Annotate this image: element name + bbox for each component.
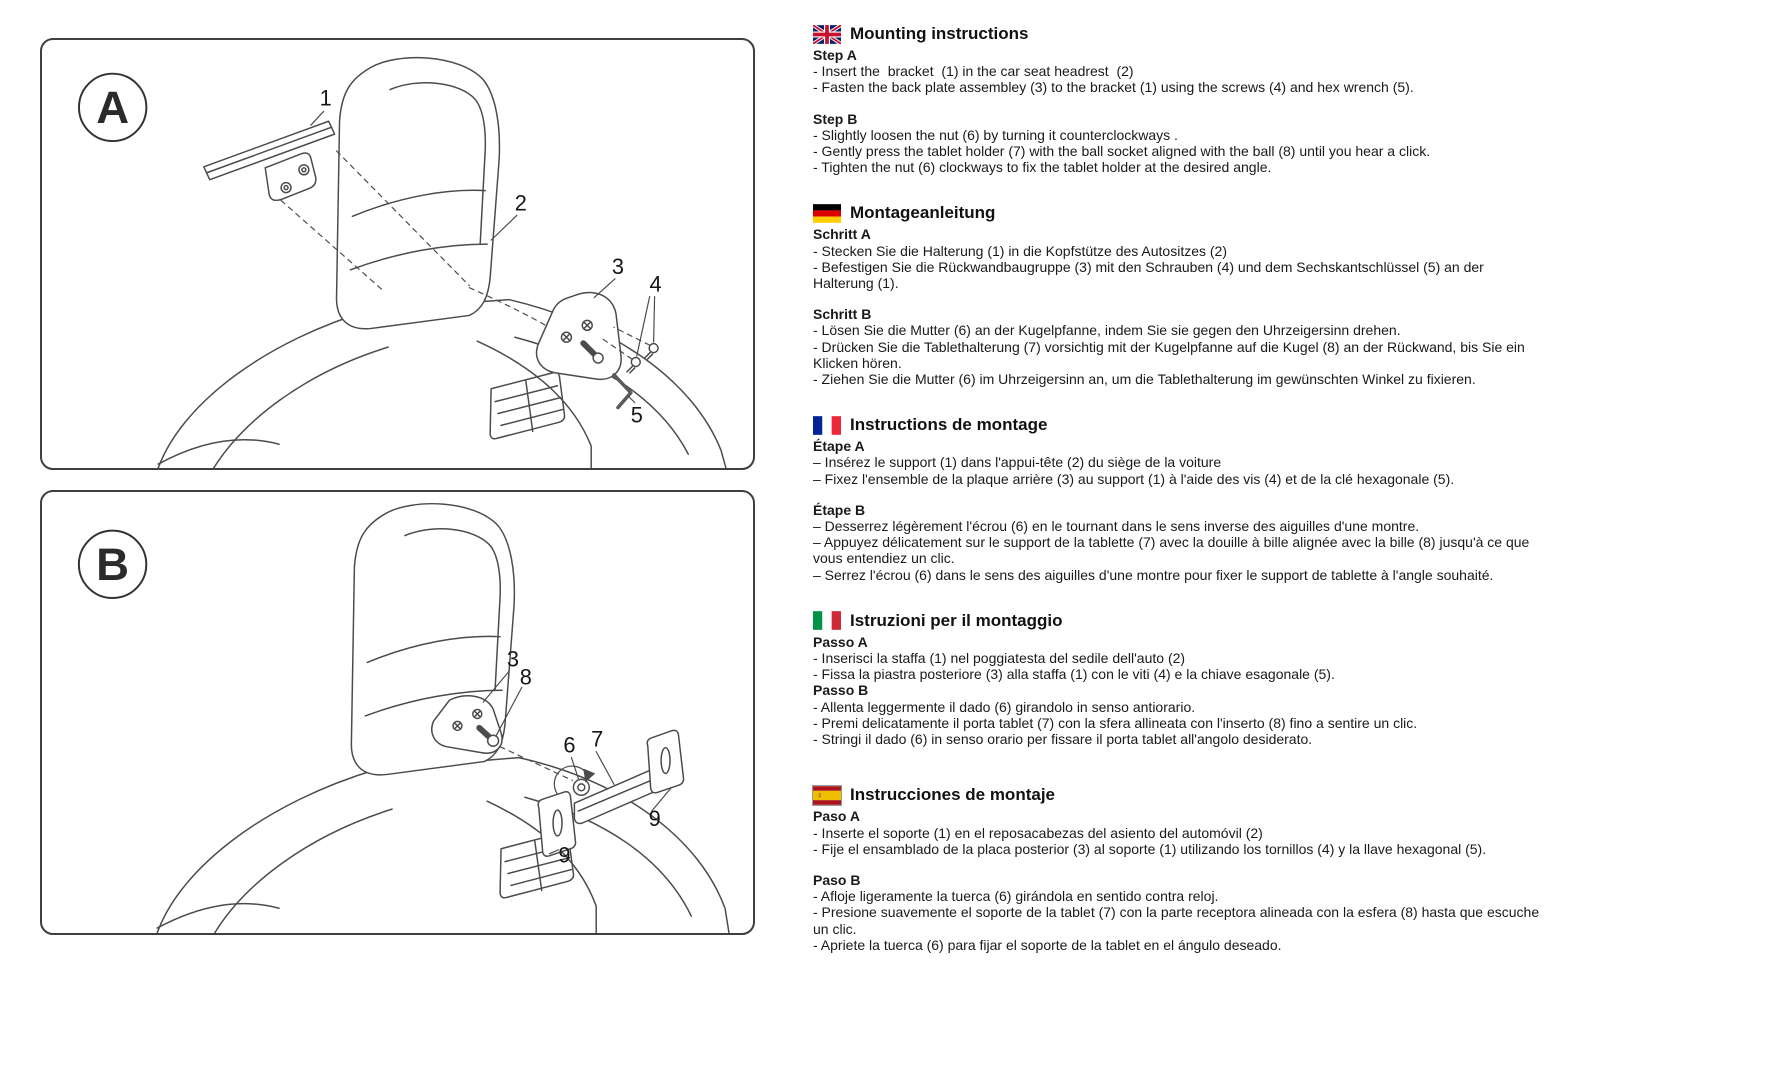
- part-label-7: 7: [591, 726, 604, 752]
- section-title-row: [813, 611, 1546, 631]
- spain-flag-icon: [813, 786, 841, 805]
- instruction-line: - Ziehen Sie die Mutter (6) im Uhrzeigersinn an, um die Tablethalterung im gewünschten Winkel zu fixieren.: [813, 371, 1476, 388]
- france-flag-icon: [813, 416, 841, 435]
- step-block-b: [813, 111, 1546, 176]
- instruction-line: - Allenta leggermente il dado (6) girandolo in senso antiorario.: [813, 698, 1196, 715]
- section-title-row: [813, 415, 1546, 435]
- part-label-9-left: 9: [558, 842, 571, 868]
- section-title-row: [813, 785, 1546, 805]
- instruction-line: - Gently press the tablet holder (7) with the ball socket aligned with the ball (8) until you hear a click.: [813, 143, 1431, 160]
- part-label-9-right: 9: [648, 805, 661, 831]
- section-german: [813, 203, 1546, 387]
- section-title: Mounting instructions: [850, 24, 1029, 43]
- section-title: Instrucciones de montaje: [850, 785, 1055, 805]
- back-plate-part-3: [537, 293, 622, 380]
- instruction-line: - Befestigen Sie die Rückwandbaugruppe (3) mit den Schrauben (4) und dem Sechskantschlüssel (5) an der Halterung (1).: [813, 258, 1488, 292]
- uk-flag-icon: [813, 25, 841, 44]
- section-french: [813, 415, 1546, 583]
- step-block-a: [813, 634, 1546, 683]
- instruction-line: - Premi delicatamente il porta tablet (7) con la sfera allineata con l'inserto (8) fino a sentire un clic.: [813, 714, 1418, 731]
- clamp-arm-right-part-9: [647, 730, 683, 792]
- part-label-4: 4: [649, 271, 662, 297]
- step-heading: Paso B: [813, 871, 861, 888]
- step-block-b: [813, 502, 1546, 583]
- step-block-a: [813, 47, 1546, 96]
- part-label-8: 8: [519, 664, 532, 690]
- diagram-panel-b: [40, 490, 755, 935]
- part-label-3: 3: [506, 646, 520, 672]
- bracket-part-1: [204, 121, 335, 200]
- step-heading: Step A: [813, 47, 857, 63]
- step-block-a: [813, 438, 1546, 487]
- ball-part-8: [488, 735, 499, 746]
- step-heading: Étape A: [813, 438, 865, 455]
- instruction-line: – Insérez le support (1) dans l'appui-tête (2) du siège de la voiture: [813, 454, 1222, 471]
- section-title-row: [813, 24, 1546, 44]
- germany-flag-icon: [813, 204, 841, 223]
- step-block-b: [813, 306, 1546, 387]
- instruction-line: - Lösen Sie die Mutter (6) an der Kugelpfanne, indem Sie sie gegen den Uhrzeigersinn drehen.: [813, 322, 1401, 339]
- part-label-2: 2: [514, 190, 527, 216]
- part-label-5: 5: [630, 402, 643, 428]
- step-block-b: [813, 872, 1546, 953]
- instruction-line: - Fissa la piastra posteriore (3) alla staffa (1) con le viti (4) e la chiave esagonale (5).: [813, 666, 1335, 683]
- instruction-line: - Drücken Sie die Tablethalterung (7) vorsichtig mit der Kugelpfanne auf die Kugel (8) an der Rückwand, bis Sie ein Klicken hören.: [813, 338, 1529, 371]
- step-block-b: [813, 682, 1546, 747]
- step-block-a: [813, 226, 1546, 291]
- step-heading: Paso A: [813, 808, 860, 825]
- instruction-line: – Appuyez délicatement sur le support de la tablette (7) avec la douille à bille alignée avec la bille (8) jusqu'à ce que vous entendiez un clic.: [813, 534, 1534, 567]
- seat-diagram-b: [42, 492, 753, 933]
- instruction-line: - Slightly loosen the nut (6) by turning it counterclockways .: [813, 126, 1178, 143]
- instruction-line: - Insert the bracket (1) in the car seat headrest (2): [813, 63, 1134, 80]
- instruction-line: – Serrez l'écrou (6) dans le sens des aiguilles d'une montre pour fixer le support de tablette à l'angle souhaité.: [813, 566, 1494, 583]
- part-label-3: 3: [611, 253, 625, 279]
- instruction-line: – Fixez l'ensemble de la plaque arrière (3) au support (1) à l'aide des vis (4) et de la clé hexagonale (5).: [813, 470, 1455, 487]
- step-block-a: [813, 808, 1546, 857]
- instruction-line: - Stecken Sie die Halterung (1) in die Kopfstütze des Autositzes (2): [813, 242, 1227, 259]
- section-title: Montageanleitung: [850, 203, 996, 223]
- instruction-line: - Apriete la tuerca (6) para fijar el soporte de la tablet en el ángulo deseado.: [813, 936, 1282, 953]
- panel-b-badge: B: [96, 539, 130, 591]
- italy-flag-icon: [813, 611, 841, 630]
- section-title-row: [813, 203, 1546, 223]
- section-spanish: [813, 785, 1546, 953]
- section-italian: [813, 611, 1546, 747]
- instruction-line: - Fije el ensamblado de la placa posterior (3) al soporte (1) utilizando los tornillos (4) y la llave hexagonal (5).: [813, 840, 1487, 857]
- instruction-line: - Fasten the back plate assembley (3) to the bracket (1) using the screws (4) and hex wrench (5).: [813, 79, 1414, 96]
- section-english: [813, 24, 1546, 175]
- diagram-panel-a: [40, 38, 755, 470]
- step-heading: Schritt B: [813, 306, 872, 323]
- step-heading: Step B: [813, 110, 858, 127]
- step-heading: Passo B: [813, 682, 869, 699]
- seat-diagram-a: [42, 40, 753, 468]
- instruction-line: - Stringi il dado (6) in senso orario per fissare il porta tablet all'angolo desiderato.: [813, 731, 1313, 748]
- part-label-1: 1: [319, 85, 332, 111]
- step-heading: Étape B: [813, 501, 866, 518]
- hex-wrench-part-5: [614, 375, 631, 408]
- instruction-line: – Desserrez légèrement l'écrou (6) en le tournant dans le sens inverse des aiguilles d'une montre.: [813, 518, 1420, 535]
- step-heading: Schritt A: [813, 226, 871, 243]
- part-label-6: 6: [563, 732, 576, 758]
- instruction-line: - Tighten the nut (6) clockways to fix the tablet holder at the desired angle.: [813, 159, 1272, 176]
- instruction-line: - Presione suavemente el soporte de la tablet (7) con la parte receptora alineada con la esfera (8) hasta que escuche un clic.: [813, 904, 1543, 937]
- instruction-line: - Inserisci la staffa (1) nel poggiatesta del sedile dell'auto (2): [813, 650, 1186, 667]
- step-heading: Passo A: [813, 633, 868, 650]
- instruction-line: - Afloje ligeramente la tuerca (6) girándola en sentido contra reloj.: [813, 888, 1219, 905]
- panel-a-badge: A: [96, 82, 130, 134]
- section-title: Instructions de montage: [850, 415, 1048, 435]
- section-title: Istruzioni per il montaggio: [850, 610, 1063, 630]
- seat-drawing-b: [157, 504, 729, 933]
- instructions-column: [813, 24, 1546, 981]
- instruction-line: - Inserte el soporte (1) en el reposacabezas del asiento del automóvil (2): [813, 824, 1263, 841]
